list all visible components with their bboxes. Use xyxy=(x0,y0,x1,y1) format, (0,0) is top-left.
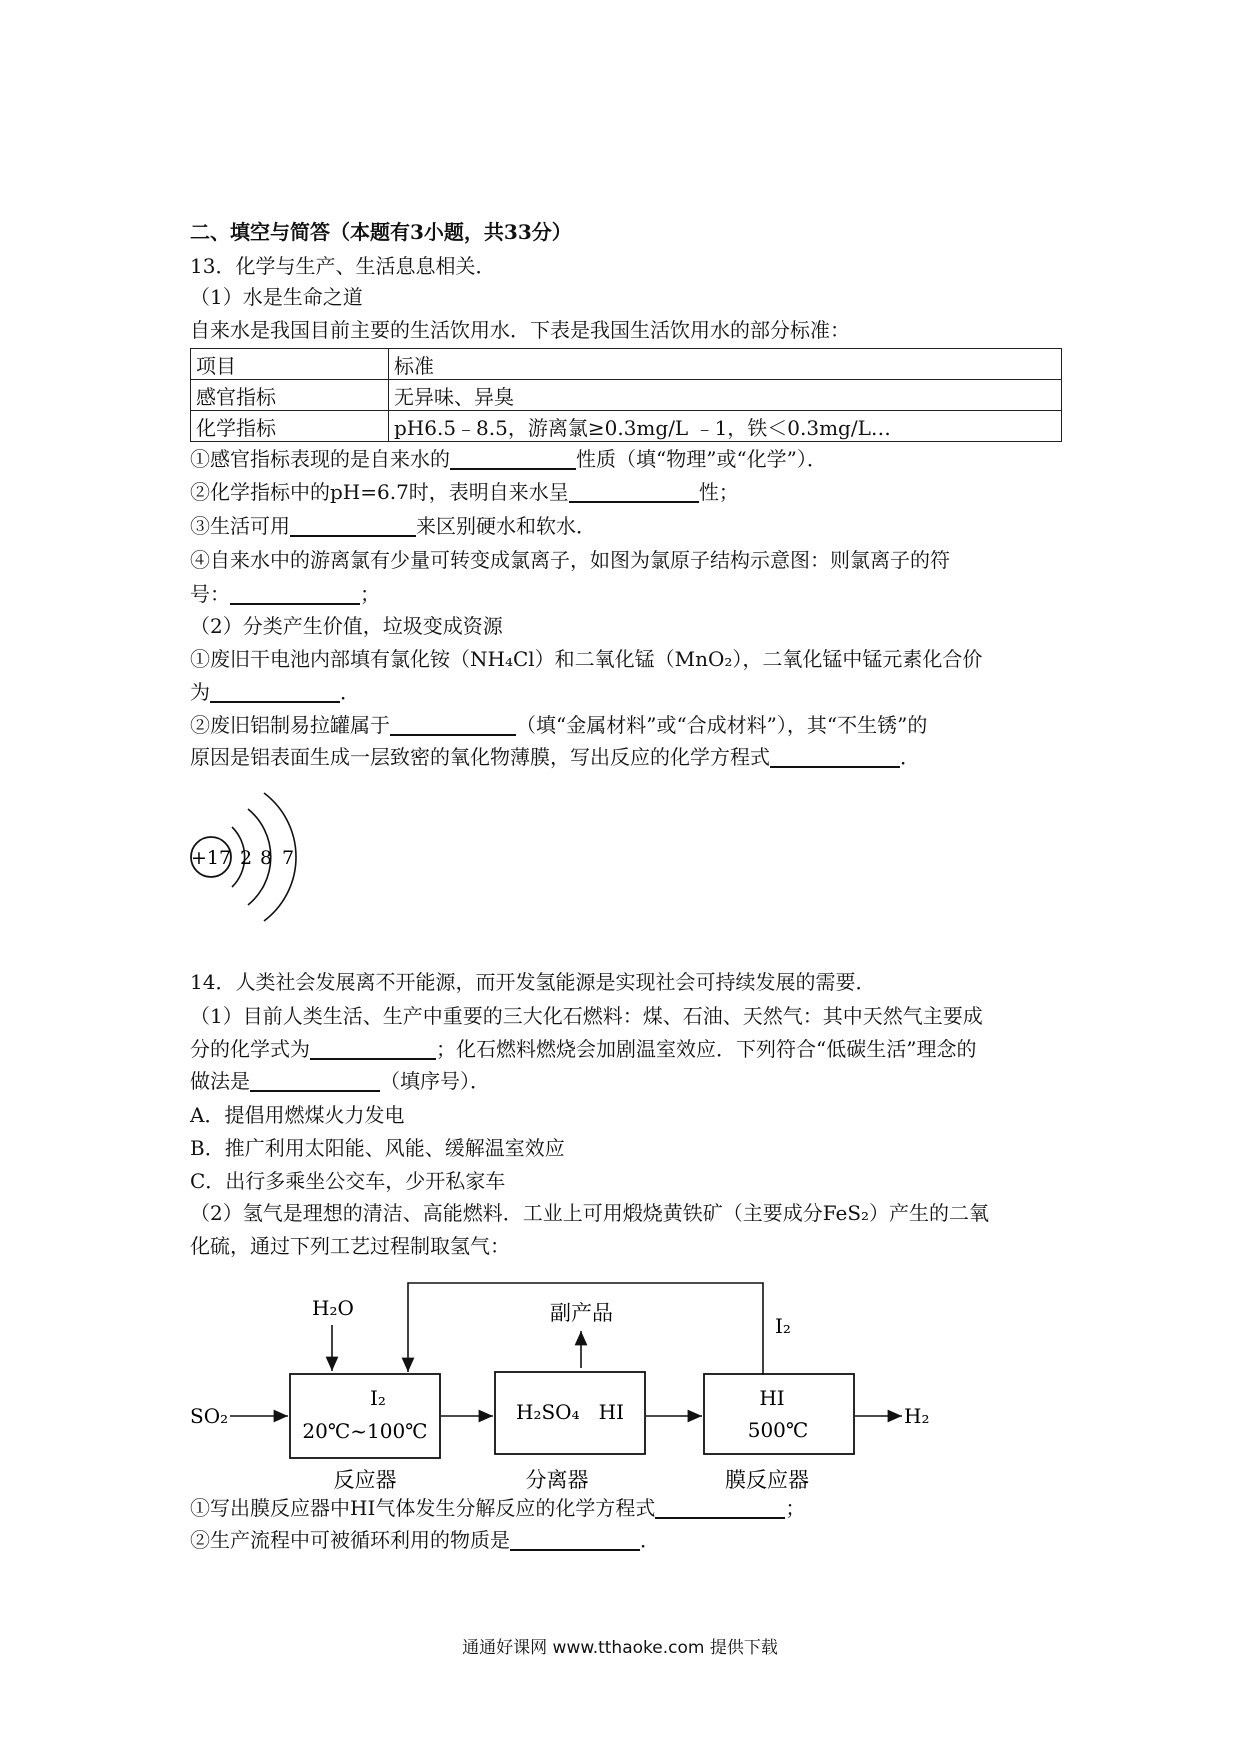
q13-part1-title: （1）水是生命之道 xyxy=(190,285,363,309)
answer-blank[interactable] xyxy=(210,681,340,703)
page-footer: 通通好课网 www.tthaoke.com 提供下载 xyxy=(462,1638,778,1658)
reactor-i2: I₂ xyxy=(370,1386,386,1410)
answer-blank[interactable] xyxy=(390,714,516,736)
membrane-temperature: 500℃ xyxy=(747,1418,809,1442)
answer-blank[interactable] xyxy=(310,1038,436,1060)
nucleus-charge: +17 xyxy=(190,847,232,869)
q13-item4-line1: ④自来水中的游离氯有少量可转变成氯离子，如图为氯原子结构示意图：则氯离子的符 xyxy=(190,548,950,572)
item-text: 分的化学式为 xyxy=(190,1037,310,1061)
q13-item4-line2 xyxy=(190,580,380,608)
option-b: B．推广利用太阳能、风能、缓解温室效应 xyxy=(190,1136,565,1160)
answer-blank[interactable] xyxy=(230,583,360,605)
item-text: ；化石燃料燃烧会加剧温室效应．下列符合“低碳生活”理念的 xyxy=(436,1037,977,1061)
q13-item1 xyxy=(190,445,827,473)
q14-p1-line3 xyxy=(190,1067,490,1095)
q14-p1-line1: （1）目前人类生活、生产中重要的三大化石燃料：煤、石油、天然气：其中天然气主要成 xyxy=(190,1004,983,1028)
reactor-box xyxy=(290,1374,440,1458)
i2-loop-label: I₂ xyxy=(775,1314,791,1338)
shell-electron-count: 8 xyxy=(259,847,273,869)
membrane-reactor-label: 膜反应器 xyxy=(725,1468,809,1492)
membrane-hi: HI xyxy=(759,1386,785,1410)
item-text: ③生活可用 xyxy=(190,514,290,538)
shell-electron-count: 7 xyxy=(281,847,295,869)
item-text: 性； xyxy=(698,480,739,504)
item-text: 来区别硬水和软水． xyxy=(416,514,596,538)
q14-p2-line1: （2）氢气是理想的清洁、高能燃料．工业上可用煅烧黄铁矿（主要成分FeS₂）产生的二氧 xyxy=(190,1201,990,1225)
i2-recycle-line xyxy=(408,1283,763,1375)
answer-blank[interactable] xyxy=(655,1497,785,1519)
section-title: 二、填空与简答（本题有3小题，共33分） xyxy=(190,220,572,244)
option-a: A．提倡用燃煤火力发电 xyxy=(190,1103,405,1127)
q13-p2-item2-line2 xyxy=(190,743,920,771)
separator-label: 分离器 xyxy=(525,1468,589,1492)
item-text: ． xyxy=(640,1528,660,1552)
q14-stem: 14．人类社会发展离不开能源，而开发氢能源是实现社会可持续发展的需要． xyxy=(190,970,876,994)
item-text: ． xyxy=(340,680,360,704)
byproduct-label: 副产品 xyxy=(550,1301,613,1325)
q14-p2-line2: 化硫，通过下列工艺过程制取氢气： xyxy=(190,1234,510,1258)
separator-content: H₂SO₄ HI xyxy=(516,1400,624,1424)
table-cell: 化学指标 xyxy=(191,411,389,442)
option-c: C．出行多乘坐公交车，少开私家车 xyxy=(190,1169,506,1193)
q14-q2 xyxy=(190,1526,660,1554)
answer-blank[interactable] xyxy=(569,481,699,503)
q13-part2-title: （2）分类产生价值，垃圾变成资源 xyxy=(190,614,503,638)
shell-electron-count: 2 xyxy=(239,847,253,869)
table-header-row xyxy=(191,349,1062,380)
hydrogen-process-flow xyxy=(0,1265,1240,1495)
q13-item2 xyxy=(190,478,739,506)
item-text: 原因是铝表面生成一层致密的氧化物薄膜，写出反应的化学方程式 xyxy=(190,745,770,769)
item-text: （填“金属材料”或“合成材料”），其“不生锈”的 xyxy=(516,713,928,737)
item-text: ； xyxy=(785,1496,806,1520)
item-text: （填序号）． xyxy=(380,1069,490,1093)
item-text: ①感官指标表现的是自来水的 xyxy=(190,447,450,471)
item-text: ②化学指标中的pH=6.7时，表明自来水呈 xyxy=(190,480,569,504)
water-standard-table xyxy=(190,348,1062,442)
table-row xyxy=(191,380,1062,411)
table-cell: 无异味、异臭 xyxy=(389,380,1062,411)
answer-blank[interactable] xyxy=(770,746,900,768)
item-text: ②废旧铝制易拉罐属于 xyxy=(190,713,390,737)
answer-blank[interactable] xyxy=(510,1529,640,1551)
answer-blank[interactable] xyxy=(250,1070,380,1092)
item-text: ①写出膜反应器中HI气体发生分解反应的化学方程式 xyxy=(190,1496,656,1520)
q13-stem: 13．化学与生产、生活息息相关． xyxy=(190,254,496,278)
chlorine-atom-diagram xyxy=(186,775,316,935)
answer-blank[interactable] xyxy=(290,515,416,537)
h2o-label: H₂O xyxy=(312,1296,354,1320)
so2-label: SO₂ xyxy=(190,1404,229,1428)
answer-blank[interactable] xyxy=(450,448,576,470)
reactor-label: 反应器 xyxy=(333,1468,397,1492)
q13-p2-item2-line1 xyxy=(190,711,927,739)
item-text: 性质（填“物理”或“化学”）． xyxy=(576,447,827,471)
reactor-temperature: 20℃~100℃ xyxy=(302,1419,428,1443)
item-text: ； xyxy=(360,582,380,606)
table-header-cell: 项目 xyxy=(191,349,389,380)
q13-intro: 自来水是我国目前主要的生活饮用水．下表是我国生活饮用水的部分标准： xyxy=(190,318,850,342)
table-header-cell: 标准 xyxy=(389,349,1062,380)
q14-p1-line2 xyxy=(190,1035,976,1063)
q14-q1 xyxy=(190,1494,805,1522)
item-text: 做法是 xyxy=(190,1069,250,1093)
item-text: 为 xyxy=(190,680,210,704)
item-text: 号： xyxy=(190,582,230,606)
table-row xyxy=(191,411,1062,442)
q13-item3 xyxy=(190,512,596,540)
q13-p2-item1-line1: ①废旧干电池内部填有氯化铵（NH₄Cl）和二氧化锰（MnO₂），二氧化锰中锰元素化合价 xyxy=(190,647,983,671)
table-cell: pH6.5﹣8.5，游离氯≥0.3mg/L ﹣1，铁＜0.3mg/L… xyxy=(389,411,1062,442)
q13-p2-item1-line2 xyxy=(190,678,360,706)
item-text: ②生产流程中可被循环利用的物质是 xyxy=(190,1528,510,1552)
table-cell: 感官指标 xyxy=(191,380,389,411)
item-text: ． xyxy=(900,745,920,769)
h2-label: H₂ xyxy=(904,1404,930,1428)
